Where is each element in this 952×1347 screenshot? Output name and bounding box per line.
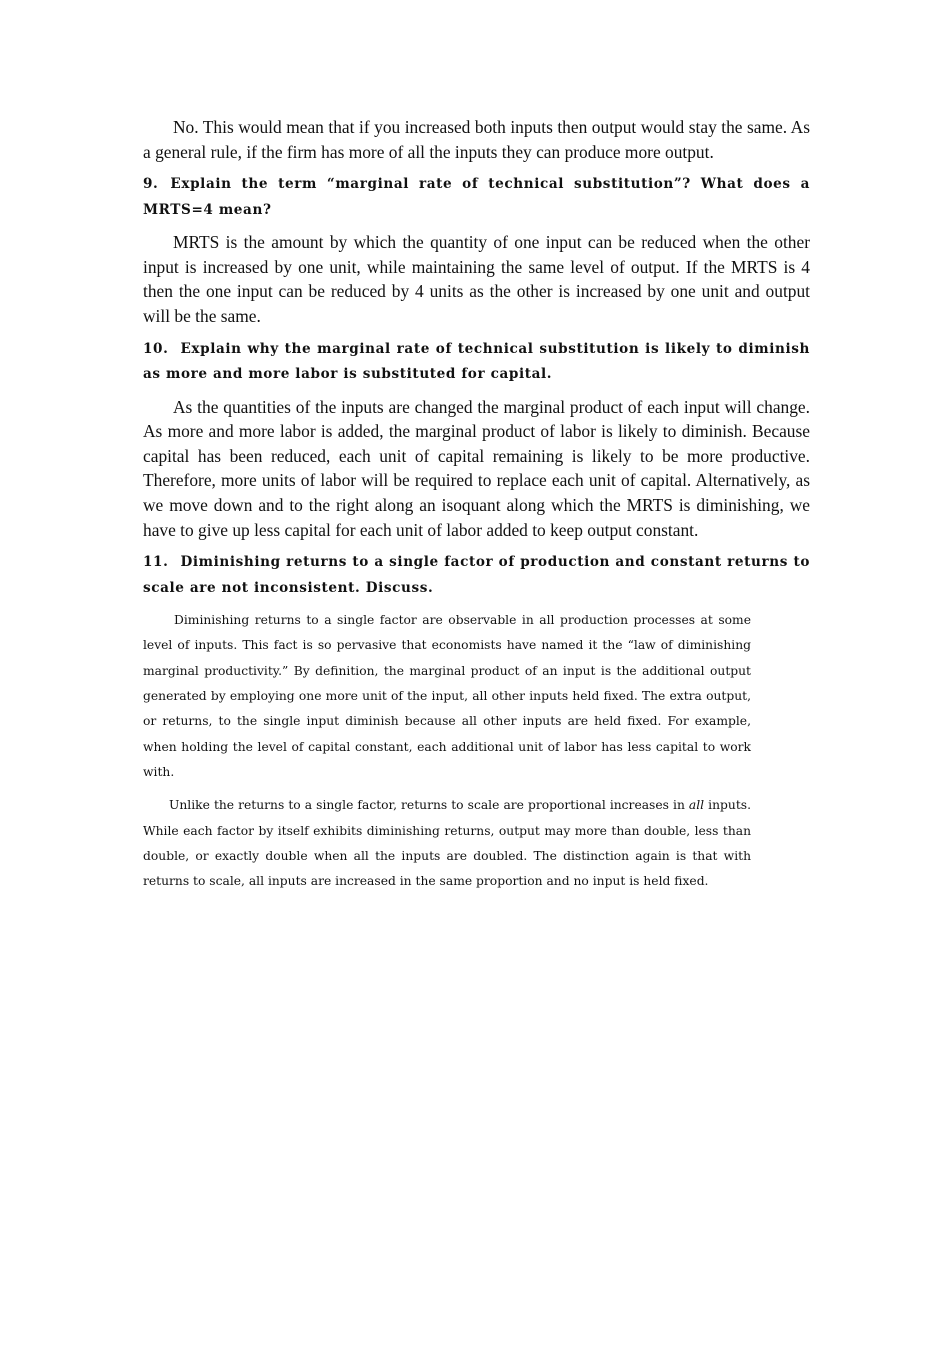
answer-q11-p2-end: inputs. While each factor by itself exhibits diminishing returns, output may more than double, less than double, or exactly double when all the inputs are doubled. The distinction again is that with returns to scale, all inputs are increased in the same proportion and no input is held fixed. bbox=[143, 798, 751, 889]
question-10 bbox=[143, 337, 810, 388]
answer-q11-p2-emphasis: all bbox=[688, 798, 705, 813]
answer-q10: As the quantities of the inputs are changed the marginal product of each input will change. As more and more labor is added, the marginal product of labor is likely to diminish. Because capital has been reduced, each unit of capital remaining is likely to be more productive. Therefore, more units of labor will be required to replace each unit of capital. Alternatively, as we move down and to the right along an isoquant along which the MRTS is diminishing, we have to give up less capital for each unit of labor added to keep output constant. bbox=[143, 396, 810, 540]
answer-q8: No. This would mean that if you increased both inputs then output would stay the same. As a general rule, if the firm has more of all the inputs they can produce more output. bbox=[143, 117, 810, 162]
answer-q11-paragraph-2 bbox=[143, 793, 751, 894]
answer-q11-paragraph-1: Diminishing returns to a single factor are observable in all production processes at some level of inputs. This fact is so pervasive that economists have named it the “law of diminishing marginal productivity.” By definition, the marginal product of an input is the additional output generated by employing one more unit of the input, all other inputs held fixed. The extra output, or returns, to the single input diminish because all other inputs are held fixed. For example, when holding the level of capital constant, each additional unit of labor has less capital to work with. bbox=[143, 613, 751, 779]
question-11-text: Diminishing returns to a single factor of production and constant returns to scale are not inconsistent. Discuss. bbox=[143, 554, 810, 596]
question-10-text: Explain why the marginal rate of technical substitution is likely to diminish as more and more labor is substituted for capital. bbox=[143, 340, 810, 383]
answer-q11-p2-start: Unlike the returns to a single factor, returns to scale are proportional increases in bbox=[169, 798, 689, 813]
question-11 bbox=[143, 550, 810, 601]
question-9 bbox=[143, 172, 810, 223]
document-page bbox=[143, 115, 810, 902]
question-9-number: 9. bbox=[143, 176, 159, 193]
question-10-number: 10. bbox=[143, 340, 169, 357]
question-9-text: Explain the term “marginal rate of technical substitution”? What does a MRTS=4 mean? bbox=[143, 176, 810, 218]
question-11-number: 11. bbox=[143, 554, 169, 571]
answer-q9: MRTS is the amount by which the quantity of one input can be reduced when the other input is increased by one unit, while maintaining the same level of output. If the MRTS is 4 then the one input can be reduced by 4 units as the other is increased by one unit and output will be the same. bbox=[143, 232, 810, 326]
